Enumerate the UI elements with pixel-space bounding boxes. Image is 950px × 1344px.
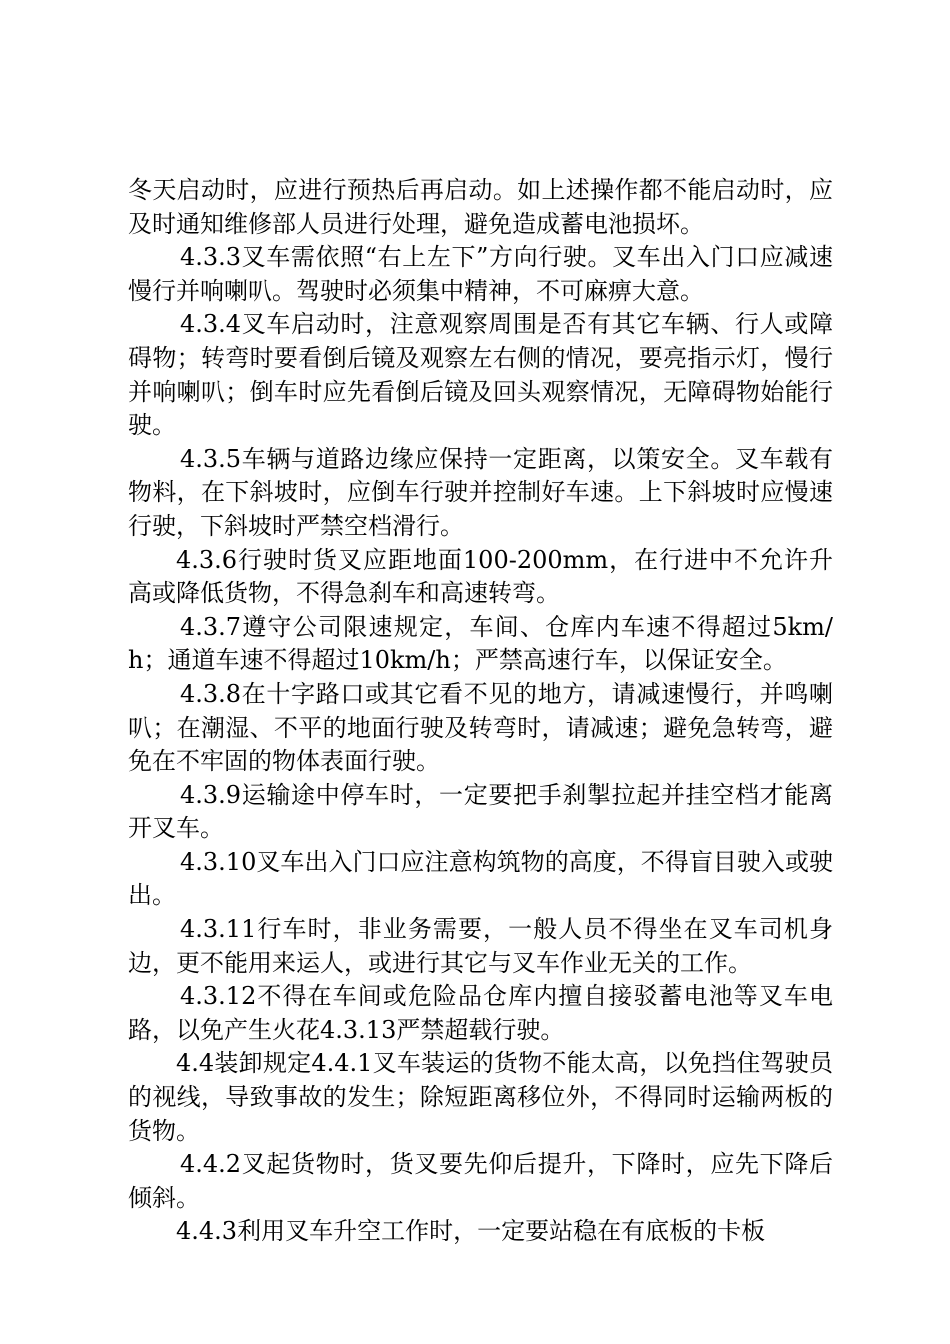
- paragraph-cold-start: 冬天启动时，应进行预热后再启动。如上述操作都不能启动时，应及时通知维修部人员进行处理，避免造成蓄电池损坏。: [128, 176, 833, 238]
- paragraph-4-3-6: 4.3.6行驶时货叉应距地面100-200mm，在行进中不允许升高或降低货物，不得急刹车和高速转弯。: [128, 545, 833, 608]
- paragraph-4-4-2: 4.4.2叉起货物时，货叉要先仰后提升，下降时，应先下降后倾斜。: [128, 1150, 833, 1212]
- paragraph-4-4: 4.4装卸规定4.4.1叉车装运的货物不能太高，以免挡住驾驶员的视线，导致事故的发生；除短距离移位外，不得同时运输两板的货物。: [128, 1049, 833, 1145]
- paragraph-4-3-7: 4.3.7遵守公司限速规定，车间、仓库内车速不得超过5km/h；通道车速不得超过10km/h；严禁高速行车，以保证安全。: [128, 612, 833, 675]
- paragraph-4-3-11: 4.3.11行车时，非业务需要，一般人员不得坐在叉车司机身边，更不能用来运人，或进行其它与叉车作业无关的工作。: [128, 915, 833, 977]
- paragraph-4-3-10: 4.3.10叉车出入门口应注意构筑物的高度，不得盲目驶入或驶出。: [128, 847, 833, 910]
- paragraph-4-3-3: 4.3.3叉车需依照“右上左下”方向行驶。叉车出入门口应减速慢行并响喇叭。驾驶时必须集中精神，不可麻痹大意。: [128, 243, 833, 305]
- paragraph-4-3-8: 4.3.8在十字路口或其它看不见的地方，请减速慢行，并鸣喇叭；在潮湿、不平的地面行驶及转弯时，请减速；避免急转弯，避免在不牢固的物体表面行驶。: [128, 679, 833, 776]
- paragraph-4-3-5: 4.3.5车辆与道路边缘应保持一定距离，以策安全。叉车载有物料，在下斜坡时，应倒车行驶并控制好车速。上下斜坡时应慢速行驶，下斜坡时严禁空档滑行。: [128, 444, 833, 540]
- paragraph-4-3-12: 4.3.12不得在车间或危险品仓库内擅自接驳蓄电池等叉车电路，以免产生火花4.3.13严禁超载行驶。: [128, 982, 833, 1044]
- document-body: [128, 174, 833, 1249]
- paragraph-4-3-4: 4.3.4叉车启动时，注意观察周围是否有其它车辆、行人或障碍物；转弯时要看倒后镜及观察左右侧的情况，要亮指示灯，慢行并响喇叭；倒车时应先看倒后镜及回头观察情况，无障碍物始能行驶。: [128, 310, 833, 440]
- paragraph-4-3-9: 4.3.9运输途中停车时，一定要把手刹掣拉起并挂空档才能离开叉车。: [128, 780, 833, 843]
- paragraph-4-4-3: 4.4.3利用叉车升空工作时，一定要站稳在有底板的卡板: [176, 1217, 766, 1246]
